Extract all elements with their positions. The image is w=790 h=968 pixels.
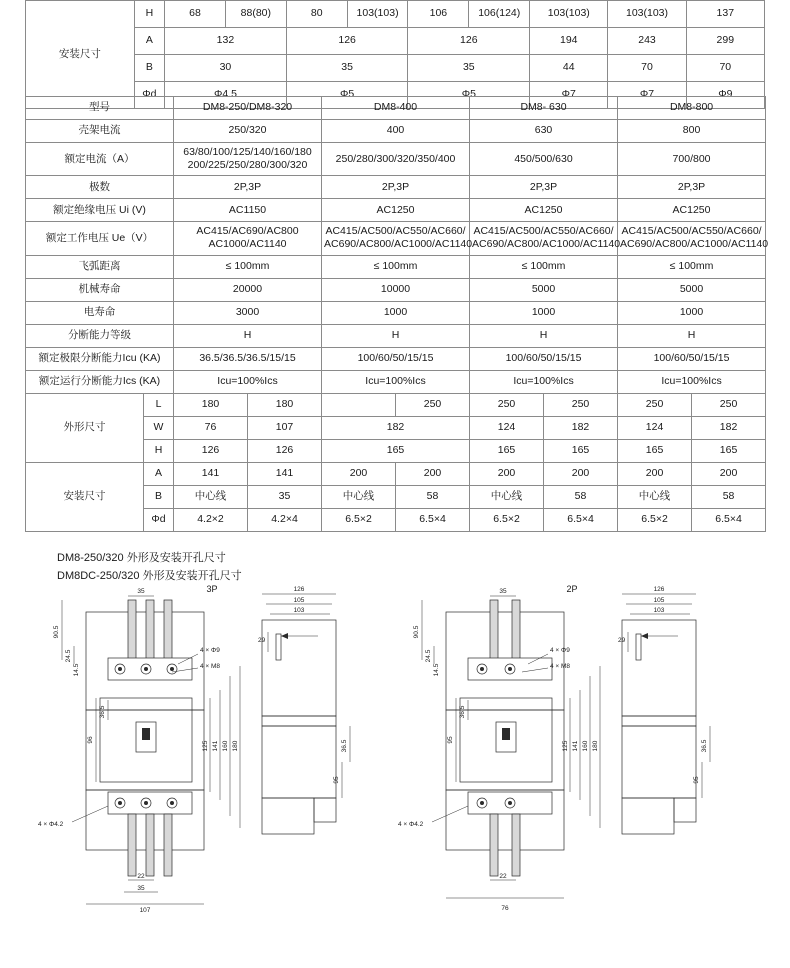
dim-145: 14.5 [433,663,440,677]
dim-365: 36.5 [99,705,106,719]
cell: 5000 [618,278,766,301]
cell: 180 [174,393,248,416]
cell: 63/80/100/125/140/160/180 200/225/250/280/300/320 [174,143,322,176]
table-row [26,462,766,485]
dim-side-365: 36.5 [701,739,708,753]
cell: 70 [608,55,686,82]
cell: 165 [470,439,544,462]
dim-top-35: 35 [499,588,507,595]
cell: 106(124) [469,1,530,28]
dim-141: 141 [572,740,579,752]
cell: 200 [322,462,396,485]
cell: Icu=100%Ics [174,370,322,393]
cell: 124 [470,416,544,439]
dim-160: 160 [222,740,229,752]
dim-side-95: 95 [693,776,700,784]
row-sub-label: Φd [144,508,174,531]
row-sub-label: B [144,485,174,508]
cell: 200 [396,462,470,485]
dim-180: 180 [592,740,599,752]
cell: 165 [322,439,470,462]
dim-105: 105 [653,597,665,604]
row-label: 机械寿命 [26,278,174,301]
dim-29: 29 [618,637,626,644]
cell: AC1250 [322,199,470,222]
row-label: 分断能力等级 [26,324,174,347]
cell: 1000 [322,301,470,324]
cell: Φ5 [286,82,408,109]
dim-125: 125 [562,740,569,752]
row-sub-label: A [144,462,174,485]
cell: AC415/AC690/AC800 AC1000/AC1140 [174,222,322,255]
cell: 100/60/50/15/15 [618,347,766,370]
row-label: 型号 [26,97,174,120]
cell: AC415/AC500/AC550/AC660/ AC690/AC800/AC1000/AC1140 [322,222,470,255]
dim-side-95: 95 [333,776,340,784]
cell: Φ7 [608,82,686,109]
dim-141: 141 [212,740,219,752]
row-sub-label: A [134,28,164,55]
cell: 250 [618,393,692,416]
cell: 70 [686,55,764,82]
row-label: 额定极限分断能力Icu (KA) [26,347,174,370]
cell: AC1250 [470,199,618,222]
dim-top-35: 35 [137,588,145,595]
cell: 88(80) [225,1,286,28]
cell: Φ4.5 [165,82,287,109]
cell: 4.2×2 [174,508,248,531]
cell: 182 [692,416,766,439]
dim-245: 24.5 [425,649,432,663]
row-label: 额定运行分断能力Ics (KA) [26,370,174,393]
row-sub-label: B [134,55,164,82]
table-row [26,324,766,347]
cell: 137 [686,1,764,28]
cell: 76 [174,416,248,439]
table-row [26,1,765,28]
dim-22: 22 [499,873,507,880]
cell: H [470,324,618,347]
table-row [26,97,766,120]
cell: 35 [286,55,408,82]
cell: DM8- 630 [470,97,618,120]
cell: 2P,3P [174,176,322,199]
cell: Φ9 [686,82,764,109]
cell: 126 [174,439,248,462]
cell: H [322,324,470,347]
cell: 141 [174,462,248,485]
cell: ≤ 100mm [174,255,322,278]
cell: 182 [322,416,470,439]
table-row [26,393,766,416]
dim-bottom-35: 35 [137,885,145,892]
drawing-3p [38,584,350,914]
cell: 243 [608,28,686,55]
table-row [26,55,765,82]
cell: DM8-250/DM8-320 [174,97,322,120]
cell: 1000 [618,301,766,324]
specification-table [25,96,769,532]
table-row [26,199,766,222]
dim-107: 107 [139,907,151,914]
dim-22: 22 [137,873,145,880]
cell: 106 [408,1,469,28]
cell: 250/280/300/320/350/400 [322,143,470,176]
cell: 35 [248,485,322,508]
dim-105: 105 [293,597,305,604]
cell: 100/60/50/15/15 [470,347,618,370]
cell: 180 [248,393,322,416]
cell: 2P,3P [322,176,470,199]
cell: 165 [692,439,766,462]
cell: 194 [530,28,608,55]
cell: Φ5 [408,82,530,109]
cell: 103(103) [608,1,686,28]
cell: 10000 [322,278,470,301]
table-row [26,143,766,176]
callout-4xphi42: 4 × Φ4.2 [38,821,64,828]
cell: 124 [618,416,692,439]
dim-29: 29 [258,637,266,644]
cell: ≤ 100mm [470,255,618,278]
cell: 36.5/36.5/36.5/15/15 [174,347,322,370]
dim-365: 36.5 [459,705,466,719]
cell: ≤ 100mm [322,255,470,278]
cell: 200 [618,462,692,485]
drawing-2p [398,584,710,912]
caption-line-2: DM8DC-250/320 外形及安装开孔尺寸 [57,569,242,582]
cell: Φ7 [530,82,608,109]
callout-4xphi42: 4 × Φ4.2 [398,821,424,828]
cell: H [618,324,766,347]
row-group-label: 安装尺寸 [26,462,144,531]
table-row [26,28,765,55]
cell: 58 [692,485,766,508]
dim-905: 90.5 [53,625,60,639]
cell: AC1150 [174,199,322,222]
callout-4xphi9: 4 × Φ9 [200,647,220,654]
cell: 141 [248,462,322,485]
cell: AC1250 [618,199,766,222]
dim-126: 126 [653,586,665,593]
cell: 250 [396,393,470,416]
cell: 132 [165,28,287,55]
table-row [26,301,766,324]
cell: 中心线 [174,485,248,508]
row-sub-label: H [134,1,164,28]
dim-160: 160 [582,740,589,752]
cell: 2P,3P [470,176,618,199]
cell: 200 [544,462,618,485]
row-label: 额定工作电压 Ue（V） [26,222,174,255]
cell: 299 [686,28,764,55]
dim-145: 14.5 [73,663,80,677]
dim-96: 96 [87,736,94,744]
cell: 6.5×4 [544,508,618,531]
dim-side-365: 36.5 [341,739,348,753]
dim-126: 126 [293,586,305,593]
cell: 800 [618,120,766,143]
cell: 126 [408,28,530,55]
row-label: 极数 [26,176,174,199]
row-group-label: 安装尺寸 [26,1,135,109]
cell: 1000 [470,301,618,324]
cell: 200 [470,462,544,485]
cell: 80 [286,1,347,28]
row-label: 壳架电流 [26,120,174,143]
dim-103: 103 [293,607,305,614]
cell: 250/320 [174,120,322,143]
cell: 103(103) [347,1,408,28]
cell: H [174,324,322,347]
cell: Icu=100%Ics [470,370,618,393]
table-row [26,255,766,278]
cell: 35 [408,55,530,82]
cell [322,393,396,416]
cell: 4.2×4 [248,508,322,531]
row-sub-label: L [144,393,174,416]
row-label: 额定电流（A） [26,143,174,176]
top-dimension-table [25,0,765,109]
dim-180: 180 [232,740,239,752]
dim-95: 95 [447,736,454,744]
drawings-svg [0,580,790,940]
cell: 200 [692,462,766,485]
dim-245: 24.5 [65,649,72,663]
cell: 6.5×2 [618,508,692,531]
dim-76: 76 [501,905,509,912]
row-sub-label: W [144,416,174,439]
cell: DM8-800 [618,97,766,120]
cell: 182 [544,416,618,439]
cell: 6.5×2 [322,508,396,531]
row-label: 电寿命 [26,301,174,324]
cell: AC415/AC500/AC550/AC660/ AC690/AC800/AC1000/AC1140 [470,222,618,255]
callout-4xm8: 4 × M8 [550,663,571,670]
technical-drawings [0,580,790,940]
table-row [26,347,766,370]
cell: DM8-400 [322,97,470,120]
table-row [26,370,766,393]
cell: 165 [618,439,692,462]
cell: 6.5×4 [692,508,766,531]
cell: 58 [396,485,470,508]
cell: 3000 [174,301,322,324]
dim-103: 103 [653,607,665,614]
cell: 100/60/50/15/15 [322,347,470,370]
cell: 250 [544,393,618,416]
table-row [26,222,766,255]
row-sub-label: H [144,439,174,462]
cell: 450/500/630 [470,143,618,176]
cell: 400 [322,120,470,143]
row-group-label: 外形尺寸 [26,393,144,462]
cell: AC415/AC500/AC550/AC660/ AC690/AC800/AC1000/AC1140 [618,222,766,255]
cell: 103(103) [530,1,608,28]
drawing-3p-title: 3P [206,584,218,594]
drawing-2p-title: 2P [566,584,578,594]
cell: 2P,3P [618,176,766,199]
cell: 250 [692,393,766,416]
cell: 107 [248,416,322,439]
dim-905: 90.5 [413,625,420,639]
cell: 126 [248,439,322,462]
cell: 44 [530,55,608,82]
row-label: 额定绝缘电压 Ui (V) [26,199,174,222]
cell: 6.5×2 [470,508,544,531]
cell: Icu=100%Ics [322,370,470,393]
cell: 中心线 [470,485,544,508]
row-sub-label: Φd [134,82,164,109]
cell: 6.5×4 [396,508,470,531]
dim-125: 125 [202,740,209,752]
cell: 5000 [470,278,618,301]
cell: 126 [286,28,408,55]
row-label: 飞弧距离 [26,255,174,278]
table-row [26,120,766,143]
cell: 中心线 [322,485,396,508]
cell: 250 [470,393,544,416]
cell: 630 [470,120,618,143]
table-row [26,278,766,301]
cell: 30 [165,55,287,82]
cell: 700/800 [618,143,766,176]
cell: 165 [544,439,618,462]
cell: 58 [544,485,618,508]
table-row [26,176,766,199]
cell: ≤ 100mm [618,255,766,278]
callout-4xphi9: 4 × Φ9 [550,647,570,654]
cell: 中心线 [618,485,692,508]
cell: 20000 [174,278,322,301]
cell: 68 [165,1,226,28]
cell: Icu=100%Ics [618,370,766,393]
caption-line-1: DM8-250/320 外形及安装开孔尺寸 [57,552,226,564]
callout-4xm8: 4 × M8 [200,663,221,670]
